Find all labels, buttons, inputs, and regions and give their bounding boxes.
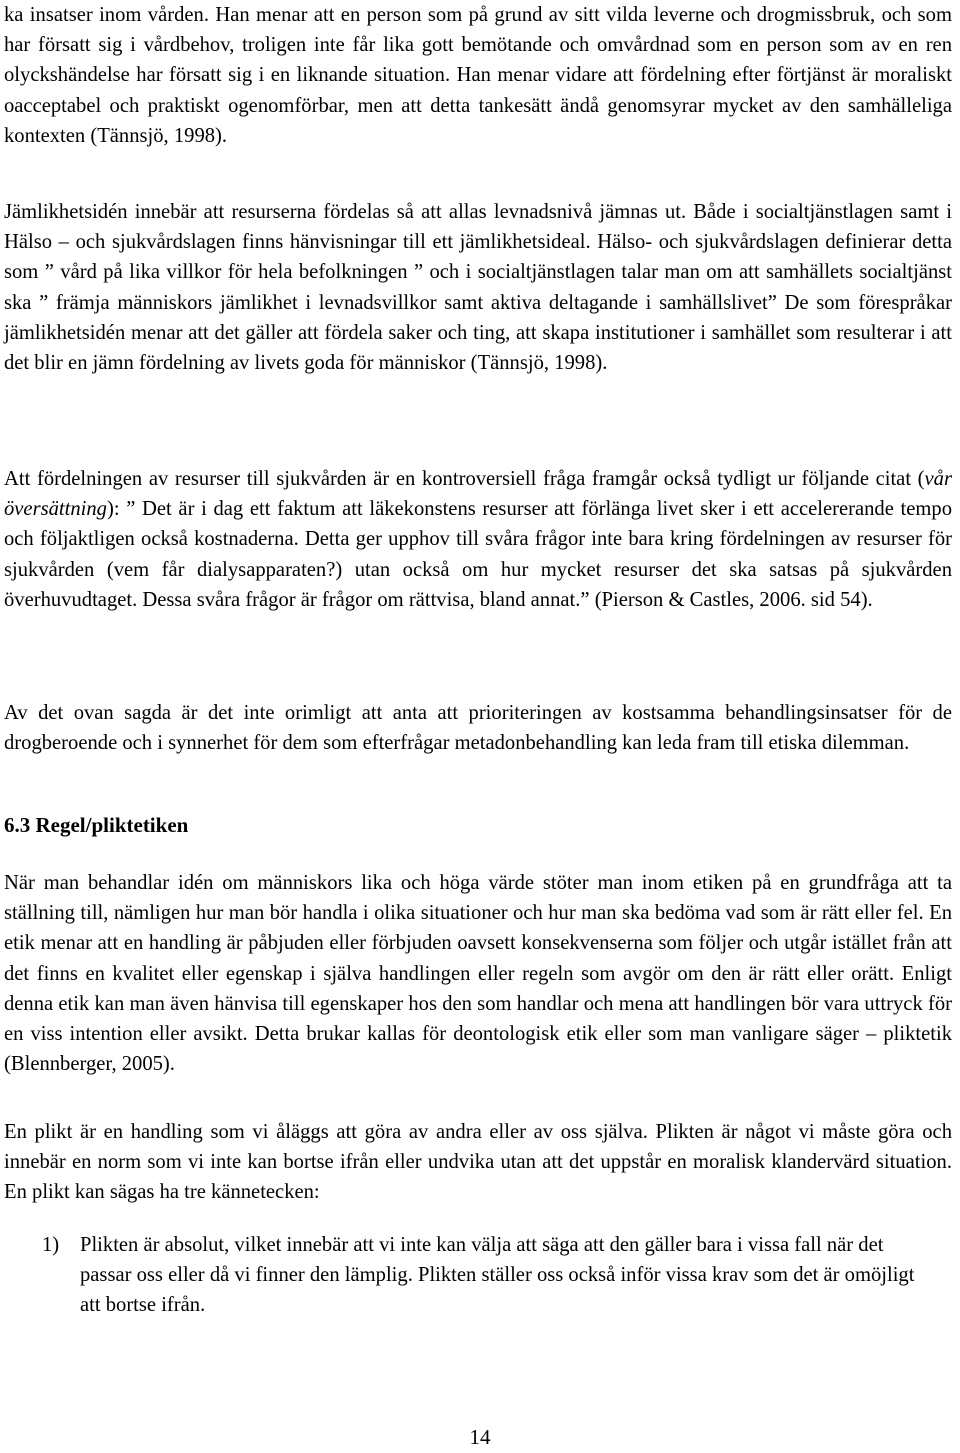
paragraph-1-start: ka insatser inom vården. <box>4 4 216 26</box>
paragraph-3-rest: ): ” Det är i dag ett faktum att läkekonstens resurser att förlänga livet sker i ett accelererande tempo och följaktligen också kostnaderna. Detta ger upphov till svåra frågor inte bara kring fördelningen av resurser för sjukvården (vem får dialysapparaten?) utan också om hur mycket resurser det ska satsas på sjukvården överhuvudtaget. Dessa svåra frågor är frågor om rättvisa, bland annat.” (Pierson & Castles, 2006. sid 54). <box>4 498 952 611</box>
page-number: 14 <box>469 1425 491 1449</box>
paragraph-3 <box>4 464 952 615</box>
paragraph-3-start: Att fördelningen av resurser till sjukvården är en kontroversiell fråga framgår också tydligt ur följande citat ( <box>4 468 925 490</box>
section-heading: 6.3 Regel/pliktetiken <box>4 813 189 837</box>
paragraph-6: En plikt är en handling som vi åläggs att göra av andra eller av oss själva. Plikten är något vi måste göra och innebär en norm som vi inte kan bortse ifrån eller undvika utan att det uppstår en moralisk klandervärd situation. En plikt kan sägas ha tre kännetecken: <box>4 1121 952 1204</box>
paragraph-2: Jämlikhetsidén innebär att resurserna fördelas så att allas levnadsnivå jämnas ut. Både i socialtjänstlagen samt i Hälso – och sjukvårdslagen finns hänvisningar till ett jämlikhetsideal. Hälso- och sjukvårdslagen definierar detta som ” vård på lika villkor för hela befolkningen ” och i socialtjänstlagen talar man om att samhällets socialtjänst ska ” främja människors jämlikhet i levnadsvillkor samt aktiva deltagande i samhällslivet” De som förespråkar jämlikhetsidén menar att det gäller att fördela saker och ting, att skapa institutioner i samhället som resulterar i att det blir en jämn fördelning av livets goda för människor (Tännsjö, 1998). <box>4 201 952 375</box>
paragraph-1 <box>4 0 952 151</box>
paragraph-1-body: Han menar att en person som på grund av sitt vilda leverne och drogmissbruk, och som har försatt sig i vårdbehov, troligen inte får lika gott bemötande och omvårdnad som en person som av en ren olyckshändelse har försatt sig i en liknande situation. Han menar vidare att fördelning efter förtjänst är moraliskt oacceptabel och praktiskt ogenomförbar, men att detta tankesätt ändå genomsyrar mycket av den samhälleliga kontexten (Tännsjö, 1998). <box>4 4 953 147</box>
paragraph-3-italic: vår översättning <box>4 468 952 521</box>
paragraph-5: När man behandlar idén om människors lika och höga värde stöter man inom etiken på en grundfråga att ta ställning till, nämligen hur man bör handla i olika situationer och hur man ska bedöma vad som är rätt eller fel. En etik menar att en handling är påbjuden eller förbjuden oavsett konsekvenserna som följer och utgår istället från att det finns en kvalitet eller egenskap i själva handlingen eller regeln som avgör om den är rätt eller orätt. Enligt denna etik kan man även hänvisa till egenskaper hos den som handlar och mena att handlingen bör vara uttryck för en viss intention eller avsikt. Detta brukar kallas för deontologisk etik eller som man vanligare säger – pliktetik (Blennberger, 2005). <box>4 872 952 1076</box>
list-item-number: 1) <box>42 1234 60 1256</box>
paragraph-4: Av det ovan sagda är det inte orimligt att anta att prioriteringen av kostsamma behandlingsinsatser för de drogberoende och i synnerhet för dem som efterfrågar metadonbehandling kan leda fram till etiska dilemman. <box>4 702 952 755</box>
list-item-text: Plikten är absolut, vilket innebär att vi inte kan välja att säga att den gäller bara i vissa fall när det passar oss eller då vi finner den lämplig. Plikten ställer oss också inför vissa krav som det är omöjligt att bortse ifrån. <box>80 1234 915 1317</box>
